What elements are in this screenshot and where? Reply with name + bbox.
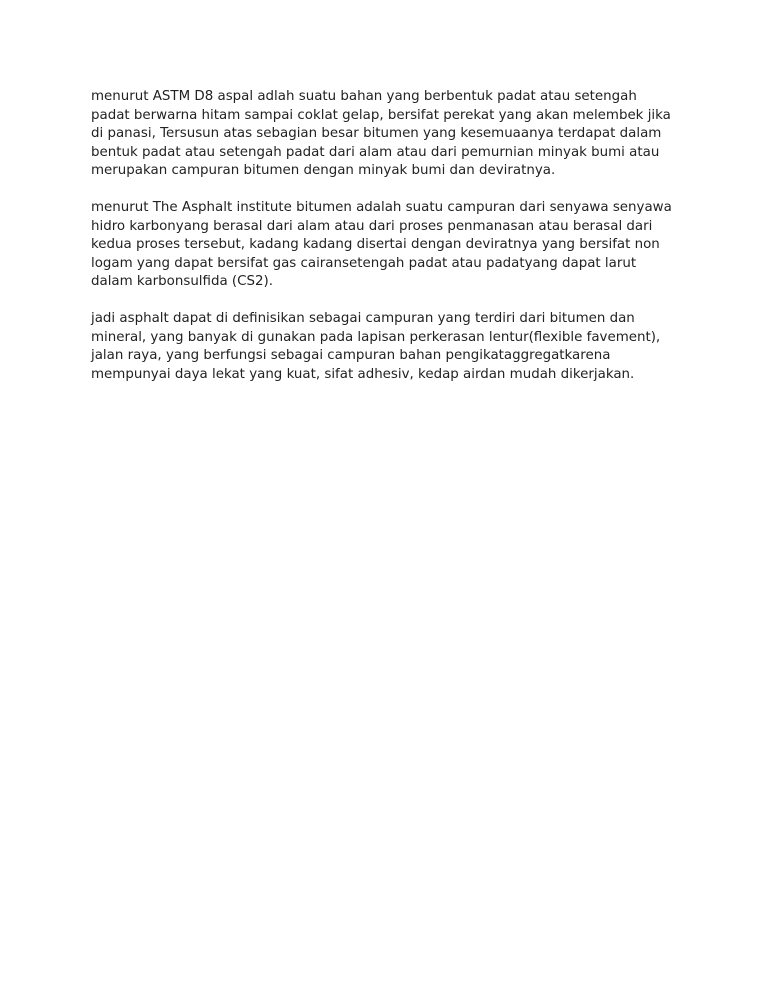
text-line: menurut The Asphalt institute bitumen adalah suatu campuran dari senyawa senyawa	[91, 199, 672, 215]
text-line: dalam karbonsulfida (CS2).	[91, 274, 273, 290]
text-line: merupakan campuran bitumen dengan minyak bumi dan deviratnya.	[91, 163, 556, 179]
text-line: kedua proses tersebut, kadang kadang disertai dengan deviratnya yang bersifat non	[91, 237, 660, 253]
paragraph-astm-definition	[91, 88, 691, 181]
text-line: di panasi, Tersusun atas sebagian besar bitumen yang kesemuaanya terdapat dalam	[91, 126, 662, 142]
text-line: jalan raya, yang berfungsi sebagai campuran bahan pengikataggregatkarena	[91, 348, 611, 364]
document-body	[91, 88, 691, 402]
paragraph-conclusion	[91, 310, 691, 384]
text-line: mempunyai daya lekat yang kuat, sifat adhesiv, kedap airdan mudah dikerjakan.	[91, 366, 635, 382]
text-line: menurut ASTM D8 aspal adlah suatu bahan yang berbentuk padat atau setengah	[91, 89, 637, 104]
text-line: jadi asphalt dapat di definisikan sebagai campuran yang terdiri dari bitumen dan	[91, 310, 635, 326]
text-line: mineral, yang banyak di gunakan pada lapisan perkerasan lentur(flexible favement),	[91, 329, 661, 345]
text-line: hidro karbonyang berasal dari alam atau dari proses penmanasan atau berasal dari	[91, 218, 653, 234]
text-line: logam yang dapat bersifat gas cairansetengah padat atau padatyang dapat larut	[91, 255, 637, 271]
text-line: padat berwarna hitam sampai coklat gelap, bersifat perekat yang akan melembek jika	[91, 107, 671, 123]
text-line: bentuk padat atau setengah padat dari alam atau dari pemurnian minyak bumi atau	[91, 144, 660, 160]
paragraph-asphalt-institute-definition	[91, 199, 691, 292]
